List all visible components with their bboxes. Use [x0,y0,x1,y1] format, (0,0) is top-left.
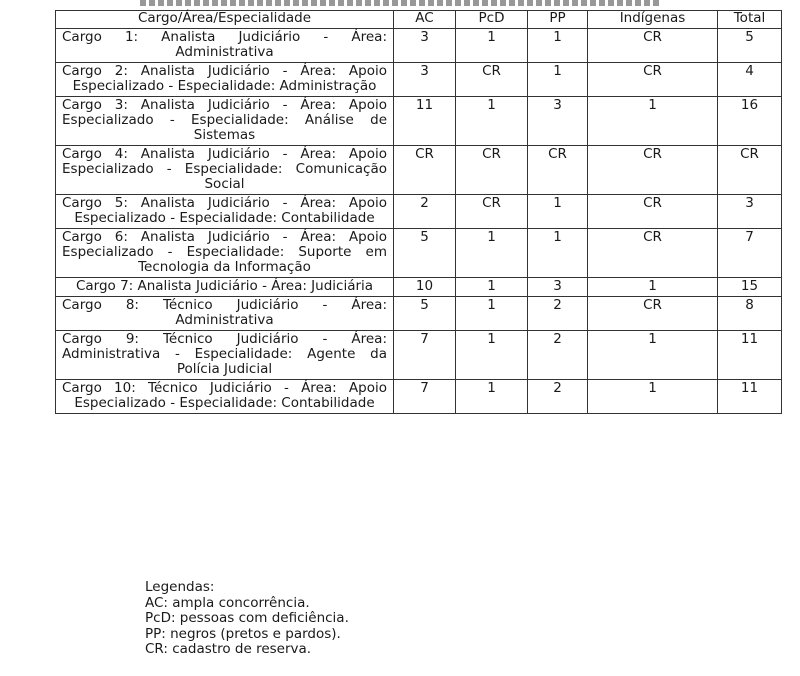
table-row [56,380,782,414]
cell-indigenas: 1 [588,97,718,146]
cell-ac: CR [394,146,456,195]
cell-cargo: Cargo 7: Analista Judiciário - Área: Judiciária [56,278,394,297]
cell-pp: CR [528,146,588,195]
table-row [56,229,782,278]
cell-indigenas: 1 [588,380,718,414]
legend [145,580,349,658]
table-header-row [56,11,782,29]
legend-item-ac: AC: ampla concorrência. [145,594,310,611]
cell-cargo: Cargo 3: Analista Judiciário - Área: Apoio Especializado - Especialidade: Análise de Sistemas [56,97,394,146]
cell-cargo: Cargo 9: Técnico Judiciário - Área: Administrativa - Especialidade: Agente da Polícia Judicial [56,331,394,380]
cell-pp: 1 [528,29,588,63]
cell-indigenas: 1 [588,278,718,297]
cell-pcd: 1 [456,380,528,414]
table-row [56,146,782,195]
cell-indigenas: CR [588,29,718,63]
cell-ac: 7 [394,331,456,380]
cell-pcd: CR [456,146,528,195]
cell-pp: 1 [528,63,588,97]
cell-total: 7 [718,229,782,278]
cell-total: 16 [718,97,782,146]
cell-pp: 3 [528,278,588,297]
header-cargo: Cargo/Área/Especialidade [56,11,394,29]
legend-title: Legendas: [145,579,215,595]
table-row [56,278,782,297]
cell-ac: 3 [394,63,456,97]
cell-pp: 2 [528,331,588,380]
cell-ac: 3 [394,29,456,63]
cell-total: 11 [718,331,782,380]
cell-cargo: Cargo 8: Técnico Judiciário - Área: Administrativa [56,297,394,331]
cell-cargo: Cargo 5: Analista Judiciário - Área: Apoio Especializado - Especialidade: Contabilidade [56,195,394,229]
cell-ac: 5 [394,229,456,278]
cell-cargo: Cargo 6: Analista Judiciário - Área: Apoio Especializado - Especialidade: Suporte em Tecnologia da Informação [56,229,394,278]
cell-ac: 11 [394,97,456,146]
cell-indigenas: CR [588,297,718,331]
cell-pp: 1 [528,195,588,229]
cell-ac: 5 [394,297,456,331]
cell-cargo: Cargo 2: Analista Judiciário - Área: Apoio Especializado - Especialidade: Administração [56,63,394,97]
header-total: Total [718,11,782,29]
cell-pp: 2 [528,380,588,414]
vacancy-table [55,10,782,414]
cell-total: 4 [718,63,782,97]
cell-indigenas: CR [588,229,718,278]
table-row [56,97,782,146]
header-indigenas: Indígenas [588,11,718,29]
cell-total: 8 [718,297,782,331]
table-row [56,195,782,229]
cell-pcd: CR [456,63,528,97]
cell-cargo: Cargo 10: Técnico Judiciário - Área: Apoio Especializado - Especialidade: Contabilidade [56,380,394,414]
cell-ac: 10 [394,278,456,297]
cell-pcd: 1 [456,29,528,63]
cell-total: 11 [718,380,782,414]
cell-indigenas: 1 [588,331,718,380]
cell-total: 5 [718,29,782,63]
table-row [56,331,782,380]
cell-indigenas: CR [588,63,718,97]
cell-pcd: 1 [456,97,528,146]
legend-item-pp: PP: negros (pretos e pardos). [145,625,341,642]
cell-pp: 3 [528,97,588,146]
cell-pcd: 1 [456,331,528,380]
header-pp: PP [528,11,588,29]
legend-item-pcd: PcD: pessoas com deficiência. [145,610,349,626]
cell-indigenas: CR [588,195,718,229]
cell-cargo: Cargo 1: Analista Judiciário - Área: Administrativa [56,29,394,63]
table-row [56,29,782,63]
cell-pcd: CR [456,195,528,229]
cell-indigenas: CR [588,146,718,195]
cell-total: 15 [718,278,782,297]
header-ac: AC [394,11,456,29]
cell-pp: 2 [528,297,588,331]
cell-ac: 7 [394,380,456,414]
cell-pcd: 1 [456,278,528,297]
table-row [56,63,782,97]
table-row [56,297,782,331]
clipped-heading-fragment [140,0,660,6]
cell-total: 3 [718,195,782,229]
cell-pcd: 1 [456,297,528,331]
header-pcd: PcD [456,11,528,29]
cell-pcd: 1 [456,229,528,278]
cell-cargo: Cargo 4: Analista Judiciário - Área: Apoio Especializado - Especialidade: Comunicação Social [56,146,394,195]
cell-total: CR [718,146,782,195]
cell-pp: 1 [528,229,588,278]
cell-ac: 2 [394,195,456,229]
legend-item-cr: CR: cadastro de reserva. [145,641,312,657]
